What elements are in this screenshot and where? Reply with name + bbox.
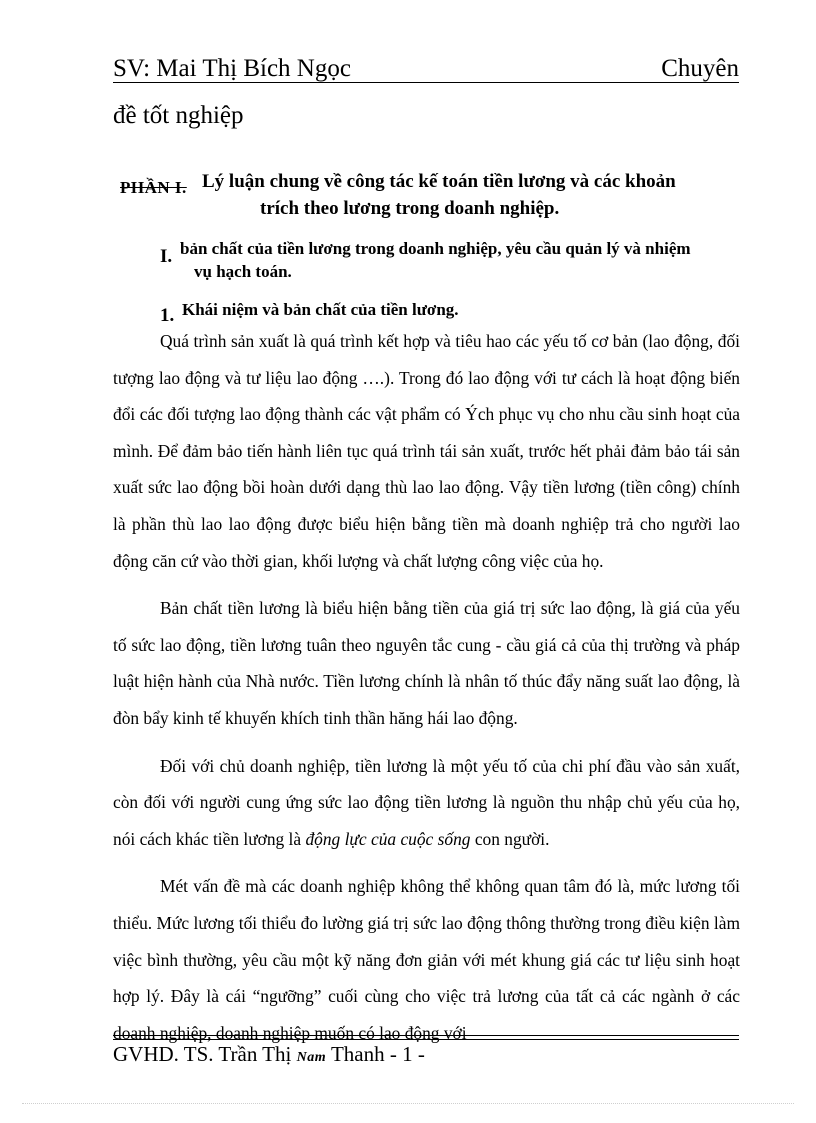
student-name: SV: Mai Thị Bích Ngọc	[113, 55, 351, 82]
subsection-title: Khái niệm và bản chất của tiền lương.	[182, 300, 459, 319]
page-header	[113, 54, 739, 88]
paragraph-3-emphasis: động lực của cuộc sống	[305, 828, 471, 849]
header-rule	[113, 82, 739, 83]
page-edge-divider	[22, 1103, 794, 1104]
paragraph-3-end: con người.	[470, 828, 550, 849]
part-title-line-1: Lý luận chung về công tác kế toán tiền lương và các khoản	[202, 171, 676, 192]
paragraph-2: Bản chất tiền lương là biểu hiện bằng tiền của giá trị sức lao động, là giá của yếu tố sức lao động, tiền lương tuân theo nguyên tắc cung - cầu giá cả của thị trường và pháp luật hiện hành của Nhà nước. Tiền lương chính là nhân tố thúc đẩy năng suất lao động, là đòn bẩy kinh tế khuyến khích tinh thần hăng hái lao động.	[113, 598, 740, 728]
paragraph-3-text: Đối với chủ doanh nghiệp, tiền lương là một yếu tố của chi phí đầu vào sản xuất, còn đối với người cung ứng sức lao động tiền lương là nguồn thu nhập chủ yếu của họ, nói cách khác tiền lương là	[113, 755, 740, 849]
body-text	[113, 323, 740, 1051]
paragraph-1: Quá trình sản xuất là quá trình kết hợp và tiêu hao các yếu tố cơ bản (lao động, đối tượng lao động và tư liệu lao động ….). Trong đó lao động với tư cách là hoạt động biến đổi các đối tượng lao động thành các vật phẩm có Ých phục vụ cho nhu cầu sinh hoạt của mình. Để đảm bảo tiến hành liên tục quá trình tái sản xuất, trước hết phải đảm bảo tái sản xuất sức lao động bồi hoàn dưới dạng thù lao lao động. Vậy tiền lương (tiền công) chính là phần thù lao lao động được biểu hiện bằng tiền mà doanh nghiệp trả cho người lao động căn cứ vào thời gian, khối lượng và chất lượng công việc của họ.	[113, 331, 740, 571]
subsection-number: 1.	[160, 305, 175, 326]
footer-rule-top	[113, 1035, 739, 1036]
advisor-middle-name: Nam	[296, 1050, 327, 1065]
part-label: PHẦN I.	[120, 178, 187, 197]
section-title-line-1: bản chất của tiền lương trong doanh nghiệp, yêu cầu quản lý và nhiệm	[180, 239, 691, 258]
paragraph-3	[113, 748, 740, 858]
advisor-prefix: GVHD. TS. Trần Thị	[113, 1042, 292, 1066]
document-type-continuation: đề tốt nghiệp	[113, 102, 244, 129]
part-title-line-2: trích theo lương trong doanh nghiệp.	[260, 198, 560, 219]
footer-text	[113, 1041, 425, 1071]
section-number: I.	[160, 246, 173, 267]
paragraph-4: Mét vấn đề mà các doanh nghiệp không thể không quan tâm đó là, mức lương tối thiểu. Mức lương tối thiểu đo lường giá trị sức lao động thông thường trong điều kiện làm việc bình thường, yêu cầu một kỹ năng đơn giản với mét khung giá các tư liệu sinh hoạt hợp lý. Đây là cái “ngưỡng” cuối cùng cho việc trả lương của tất cả các ngành ở các doanh nghiệp, doanh nghiệp muốn có lao động với	[113, 876, 740, 1043]
advisor-suffix: Thanh	[330, 1042, 385, 1066]
footer-rule-bottom	[113, 1039, 739, 1040]
document-type: Chuyên	[661, 55, 739, 82]
page-number: - 1 -	[389, 1042, 425, 1066]
section-title-line-2: vụ hạch toán.	[194, 262, 292, 281]
